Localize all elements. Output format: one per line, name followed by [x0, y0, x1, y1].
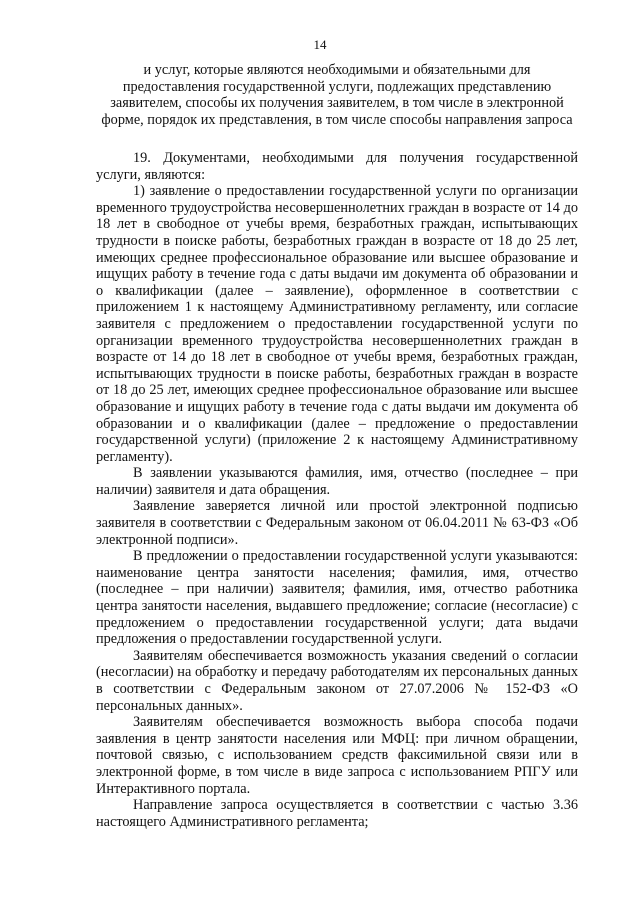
- paragraph: В заявлении указываются фамилия, имя, отчество (последнее – при наличии) заявителя и дата обращения.: [96, 465, 578, 498]
- paragraph: В предложении о предоставлении государственной услуги указываются: наименование центра занятости населения; фамилия, имя, отчество (последнее – при наличии) заявителя; фамилия, имя, отчество работника центра занятости населения, выдавшего предложение; согласие (несогласие) с предложением о предоставлении государственной услуги; дата выдачи предложения о предоставлении государственной услуги.: [96, 548, 578, 648]
- paragraph-item-19: 19. Документами, необходимыми для получения государственной услуги, являются:: [96, 150, 578, 183]
- page-number: 14: [313, 37, 327, 52]
- paragraph: Направление запроса осуществляется в соответствии с частью 3.36 настоящего Административного регламента;: [96, 797, 578, 830]
- paragraph: Заявителям обеспечивается возможность выбора способа подачи заявления в центр занятости населения или МФЦ: при личном обращении, почтовой связью, с использованием средств факсимильной связи или в электронной форме, в том числе в виде запроса с использованием РПГУ или Интерактивного портала.: [96, 714, 578, 797]
- paragraph-subitem-1: 1) заявление о предоставлении государственной услуги по организации временного трудоустройства несовершеннолетних граждан в возрасте от 14 до 18 лет в свободное от учебы время, безработных граждан, испытывающих трудности в поиске работы, безработных граждан в возрасте от 18 до 25 лет, имеющих среднее профессиональное образование или высшее образование и ищущих работу в течение года с даты выдачи им документа об образовании и о квалификации (далее – заявление), оформленное в соответствии с приложением 1 к настоящему Административному регламенту, или согласие заявителя с предложением о предоставлении государственной услуги по организации временного трудоустройства несовершеннолетних граждан в возрасте от 14 до 18 лет в свободное от учебы время, безработных граждан, испытывающих трудности в поиске работы, безработных граждан в возрасте от 18 до 25 лет, имеющих среднее профессиональное образование или высшее образование и ищущих работу в течение года с даты выдачи им документа об образовании и о квалификации (далее – предложение о предоставлении государственной услуги) (приложение 2 к настоящему Административному регламенту).: [96, 183, 578, 465]
- paragraph: Заявителям обеспечивается возможность указания сведений о согласии (несогласии) на обработку и передачу работодателям их персональных данных в соответствии с Федеральным законом от 27.07.2006 № 152-ФЗ «О персональных данных».: [96, 647, 578, 714]
- paragraph: Заявление заверяется личной или простой электронной подписью заявителя в соответствии с Федеральным законом от 06.04.2011 № 63-ФЗ «Об электронной подписи».: [96, 498, 578, 548]
- section-heading: и услуг, которые являются необходимыми и обязательными для предоставления государственной услуги, подлежащих представлению заявителем, способы их получения заявителем, в том числе в электронной форме, порядок их представления, в том числе способы направления запроса: [101, 62, 573, 128]
- document-body: [96, 150, 578, 830]
